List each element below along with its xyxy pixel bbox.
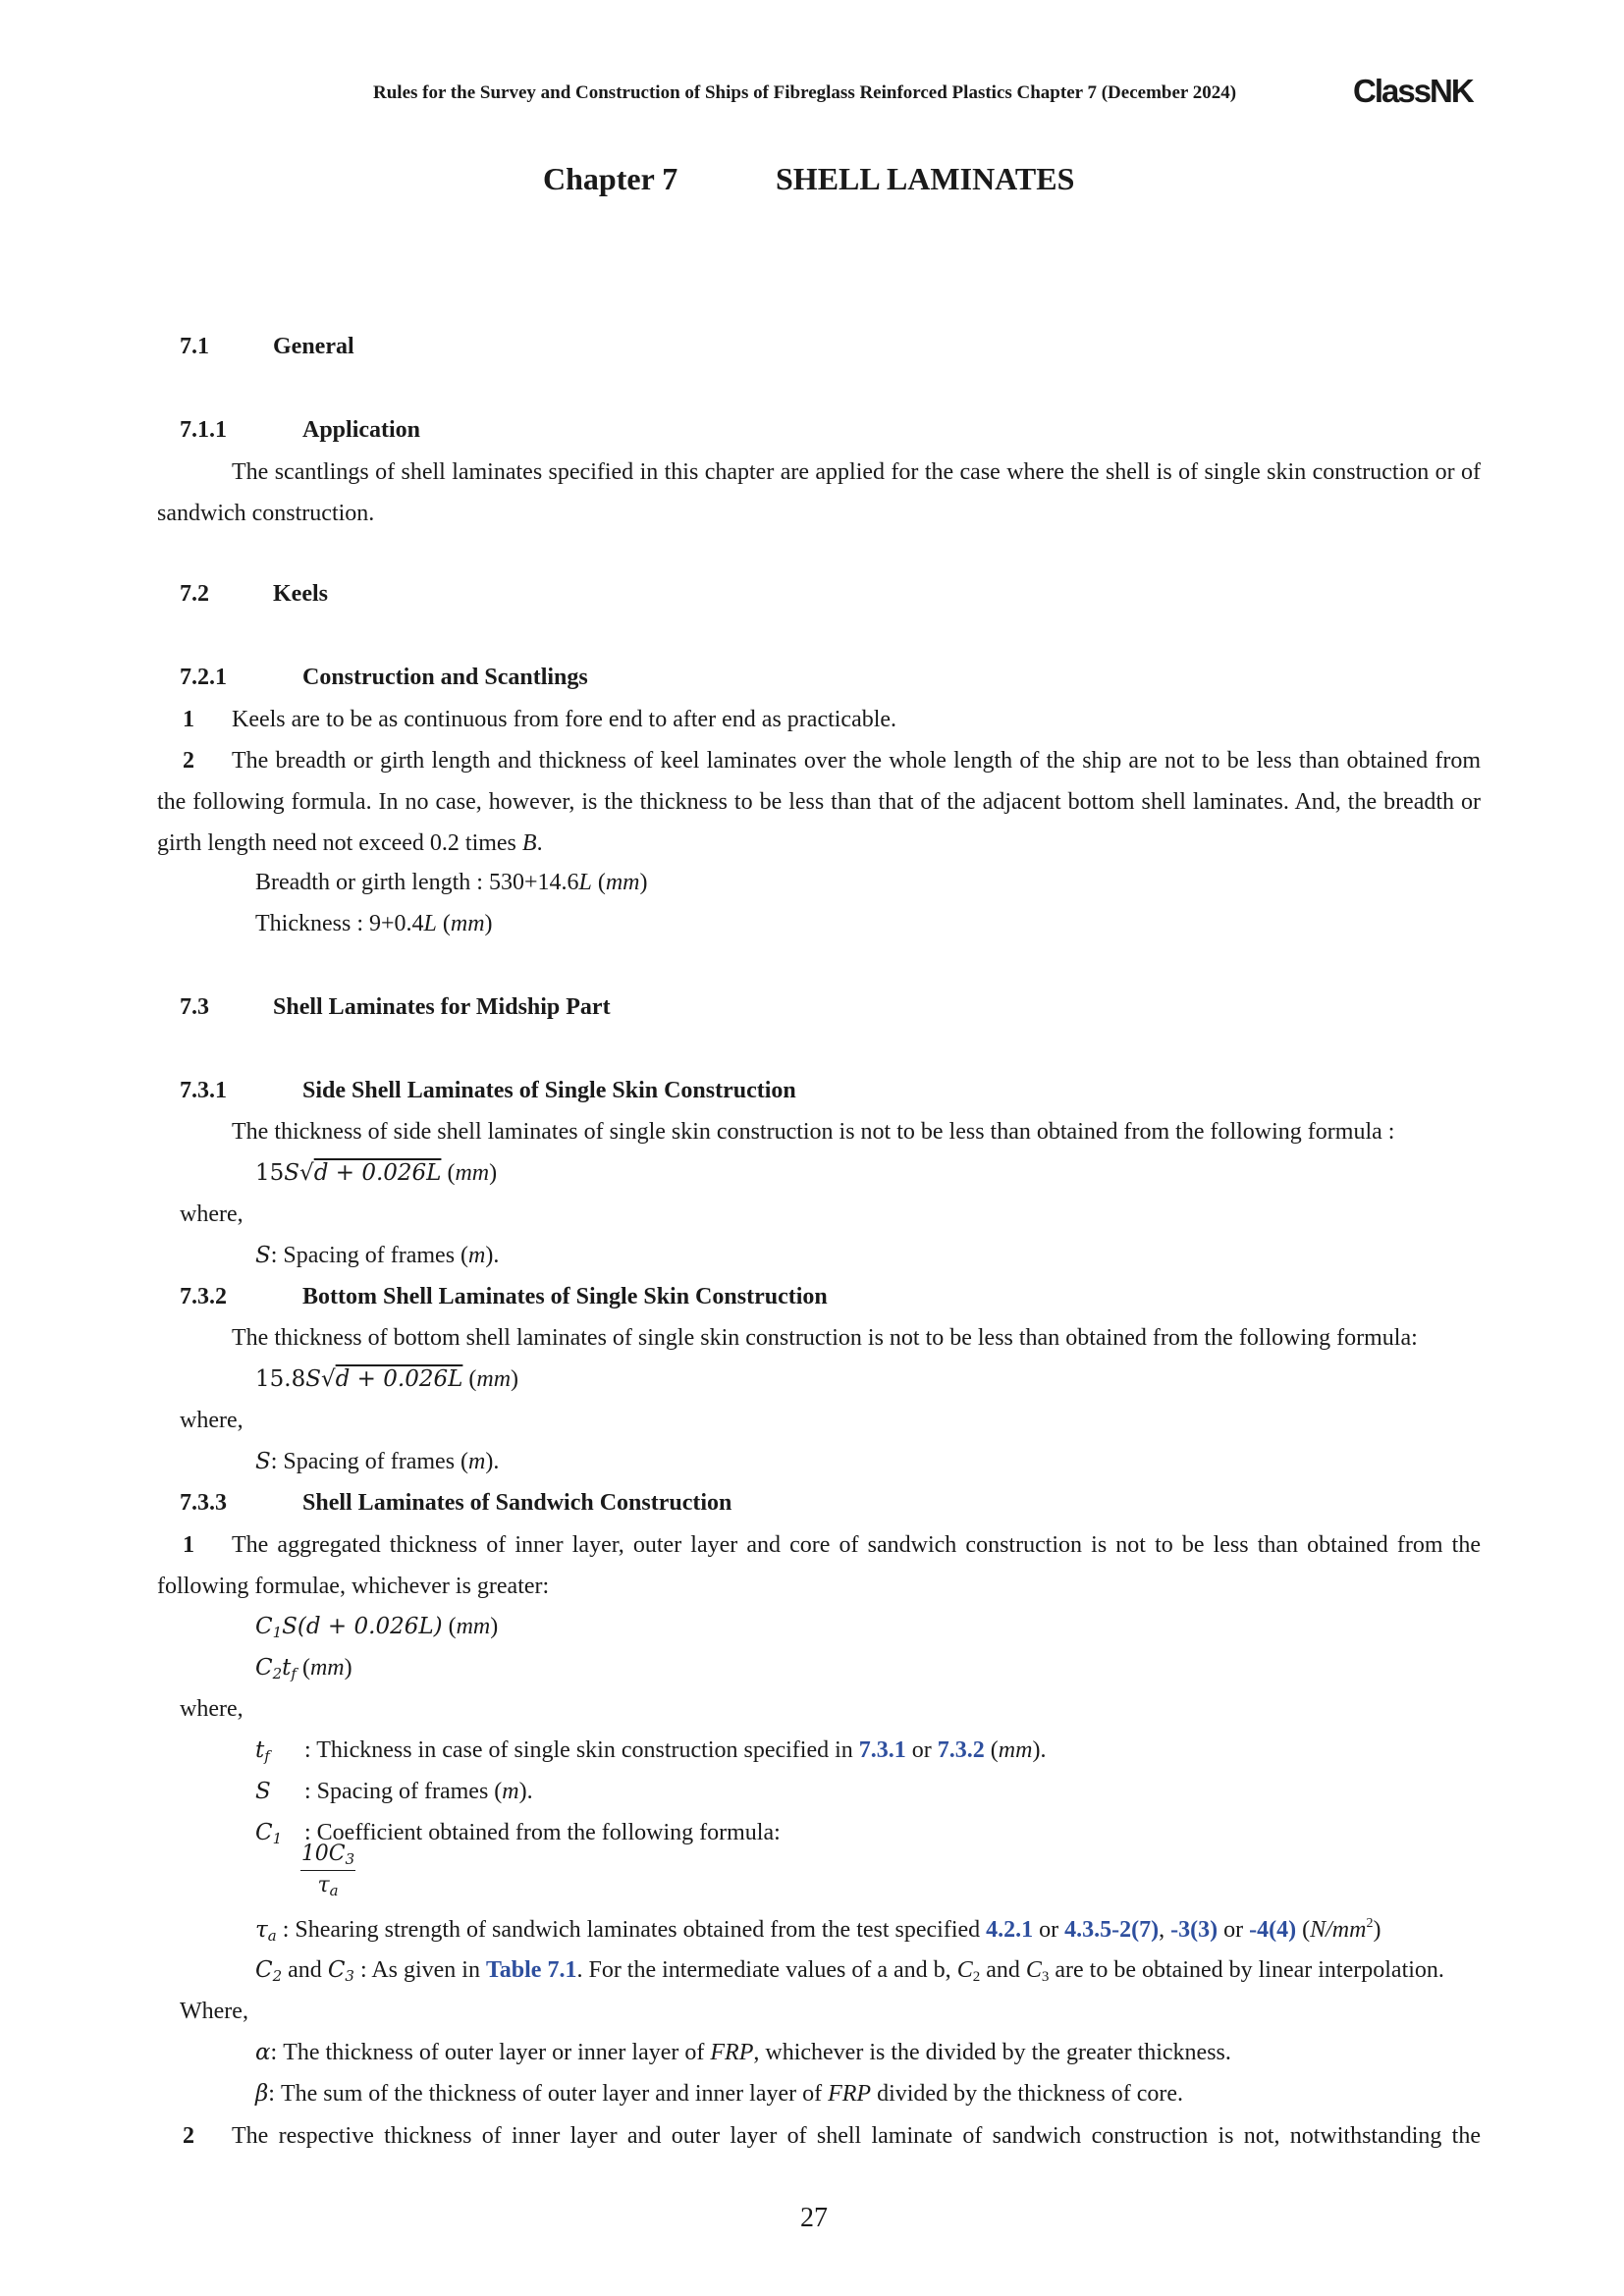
page-number: 27	[800, 2203, 828, 2233]
thickness-formula: Thickness : 9+0.4L (mm)	[255, 911, 493, 936]
sandwich-paragraph-2: 2 The respective thickness of inner layer and outer layer of shell laminate of sandwich construction is not, notwithstanding the	[183, 2123, 1481, 2149]
sandwich-paragraph-1: 1 The aggregated thickness of inner layer, outer layer and core of sandwich construction is not to be less than obtained from the following formulae, whichever is greater:	[157, 1532, 1481, 1599]
tf-symbol: $t_f$	[255, 1737, 270, 1765]
link-table-7-1[interactable]: Table 7.1	[485, 1957, 577, 1983]
side-shell-formula: 15S√d + 0.026L (mm)	[255, 1160, 498, 1186]
section-7-3-3-number: 7.3.3	[180, 1490, 227, 1516]
sandwich-formula-2: $C_2t_f$ (mm)	[255, 1655, 352, 1682]
section-7-2-title: Keels	[273, 581, 328, 607]
section-7-1-1-title: Application	[302, 417, 421, 443]
running-header: Rules for the Survey and Construction of Ships of Fibreglass Reinforced Plastics Chapter 7 (December 2024)	[373, 82, 1237, 103]
link-4-4[interactable]: -4(4)	[1249, 1917, 1297, 1943]
link-3-3[interactable]: -3(3)	[1170, 1917, 1218, 1943]
section-7-1-title: General	[273, 334, 354, 359]
tau-definition-line: $\tau_a$ : Shearing strength of sandwich laminates obtained from the test specified 4.2.1 or 4.3.5-2(7), -3(3) or -4(4) $(N/mm^2)$	[255, 1916, 1381, 1945]
side-shell-text: The thickness of side shell laminates of single skin construction is not to be less than obtained from the following formula :	[232, 1119, 1395, 1145]
where-label-4: Where,	[180, 1999, 248, 2024]
tf-definition: : Thickness in case of single skin construction specified in 7.3.1 or 7.3.2 (mm).	[304, 1737, 1047, 1763]
c1-symbol: $C_1$	[255, 1820, 283, 1847]
chapter-number: Chapter 7	[543, 161, 678, 196]
section-7-3-1-number: 7.3.1	[180, 1078, 227, 1103]
section-7-3-1-title: Side Shell Laminates of Single Skin Construction	[302, 1078, 796, 1103]
section-7-2-number: 7.2	[180, 581, 209, 607]
c1-fraction: $\frac{10C_3}{\tau_a}$	[300, 1842, 355, 1899]
section-7-1-1-number: 7.1.1	[180, 417, 227, 443]
section-7-3-number: 7.3	[180, 994, 209, 1020]
keels-paragraph-2: 2 The breadth or girth length and thickness of keel laminates over the whole length of the ship are not to be less than obtained from the following formula. In no case, however, is the thickness to be less than that of the adjacent bottom shell laminates. And, the breadth or girth length need not exceed 0.2 times B.	[157, 748, 1481, 856]
section-7-3-title: Shell Laminates for Midship Part	[273, 994, 611, 1020]
section-7-3-2-number: 7.3.2	[180, 1284, 227, 1309]
s-symbol: S	[255, 1779, 271, 1804]
where-label-1: where,	[180, 1201, 244, 1227]
link-7-3-1[interactable]: 7.3.1	[858, 1737, 906, 1763]
section-7-1-number: 7.1	[180, 334, 209, 359]
section-7-3-2-title: Bottom Shell Laminates of Single Skin Construction	[302, 1284, 828, 1309]
keels-paragraph-1: 1 Keels are to be as continuous from fore end to after end as practicable.	[183, 707, 897, 732]
link-4-2-1[interactable]: 4.2.1	[986, 1917, 1034, 1943]
where-label-3: where,	[180, 1696, 244, 1722]
link-7-3-2[interactable]: 7.3.2	[937, 1737, 985, 1763]
section-7-2-1-title: Construction and Scantlings	[302, 665, 588, 690]
where-label-2: where,	[180, 1408, 244, 1433]
bottom-shell-s-definition: S: Spacing of frames (m).	[255, 1449, 500, 1474]
c2-c3-definition-line: $C_2$ and $C_3$ : As given in Table 7.1. For the intermediate values of a and b, $C_2$ and $C_3$ are to be obtained by linear interpolation.	[255, 1957, 1444, 1985]
link-4-3-5-2-7[interactable]: 4.3.5-2(7)	[1064, 1917, 1160, 1943]
c1-definition: : Coefficient obtained from the following formula:	[304, 1820, 781, 1845]
section-7-3-3-title: Shell Laminates of Sandwich Construction	[302, 1490, 732, 1516]
sandwich-formula-1: $C_1S(d + 0.026L)$ (mm)	[255, 1614, 499, 1641]
s-definition: : Spacing of frames (m).	[304, 1779, 533, 1804]
chapter-title: SHELL LAMINATES	[776, 161, 1075, 196]
alpha-definition: α: The thickness of outer layer or inner layer of FRP, whichever is the divided by the greater thickness.	[255, 2040, 1231, 2065]
classnk-logo: ClassNK	[1353, 73, 1473, 109]
beta-definition: β: The sum of the thickness of outer layer and inner layer of FRP divided by the thickness of core.	[255, 2081, 1184, 2107]
bottom-shell-formula: 15.8S√d + 0.026L (mm)	[255, 1366, 519, 1392]
bottom-shell-text: The thickness of bottom shell laminates of single skin construction is not to be less than obtained from the following formula:	[232, 1325, 1418, 1351]
side-shell-s-definition: S: Spacing of frames (m).	[255, 1243, 500, 1268]
breadth-formula: Breadth or girth length : 530+14.6L (mm)	[255, 870, 648, 895]
application-paragraph: The scantlings of shell laminates specified in this chapter are applied for the case where the shell is of single skin construction or of sandwich construction.	[157, 459, 1481, 526]
section-7-2-1-number: 7.2.1	[180, 665, 227, 690]
